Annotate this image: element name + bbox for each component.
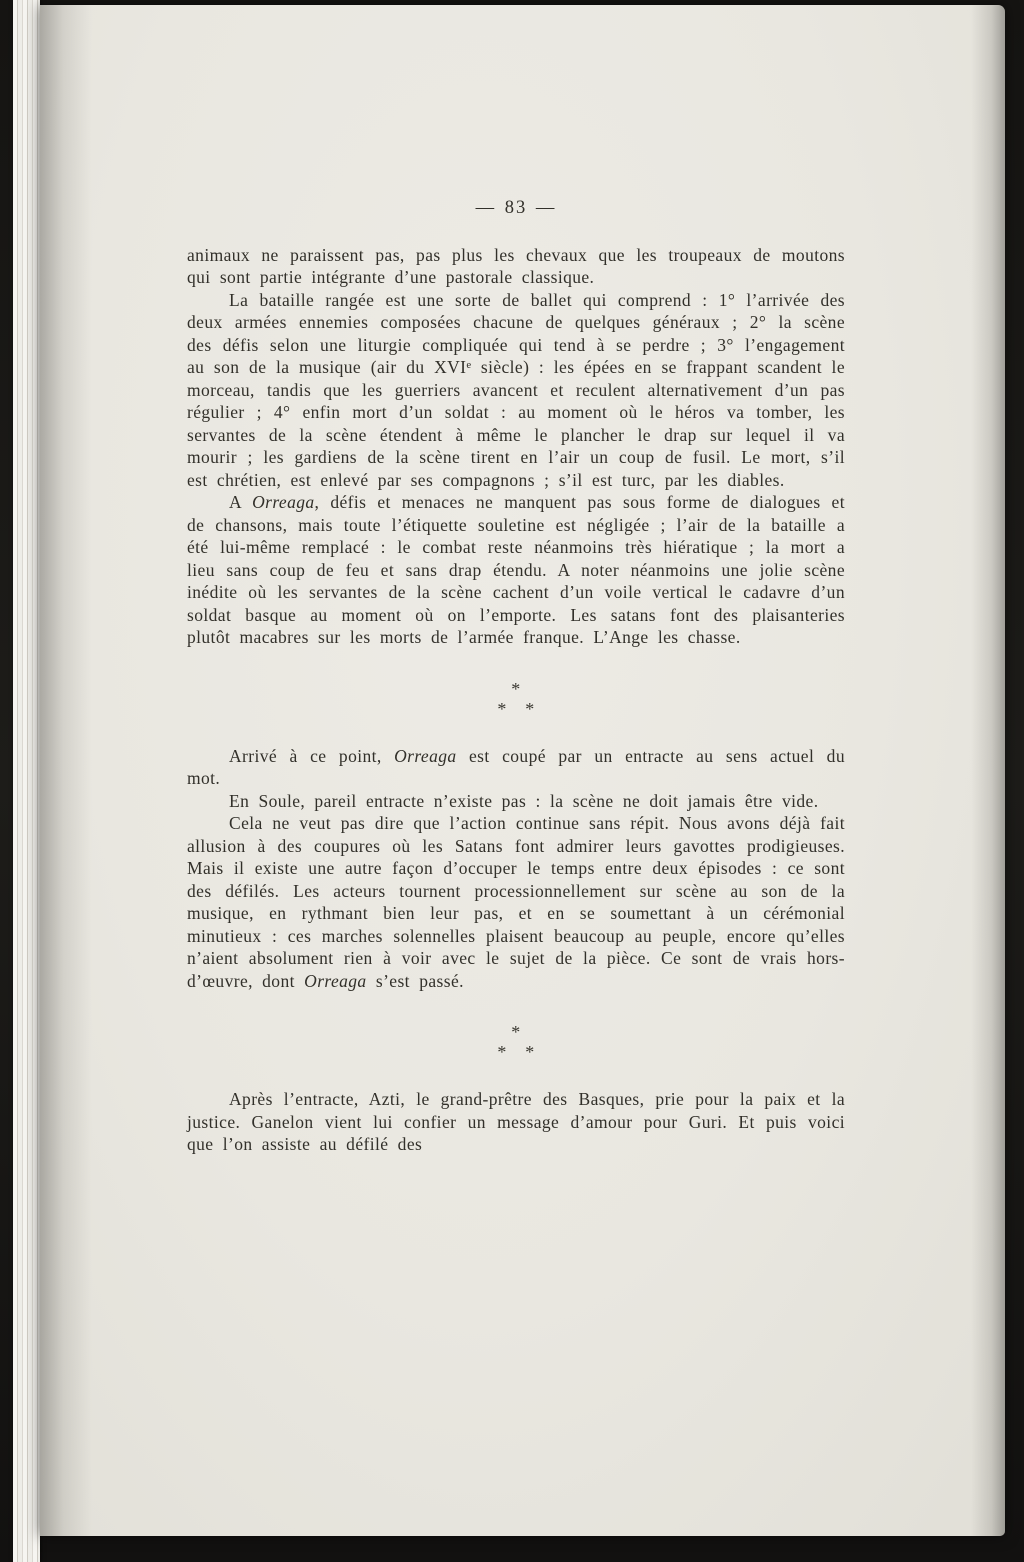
separator-asterisk-top: * [511, 678, 521, 699]
book-page-edges [13, 0, 40, 1562]
paragraph: A Orreaga, défis et menaces ne manquent pas sous forme de dialogues et de chansons, mais toute l’étiquette souletine est négligée ; l’air de la bataille a été lui-même remplacé : le combat reste néanmoins très hiératique ; la mort a lieu sans coup de feu et sans drap étendu. A noter néanmoins une jolie scène inédite où les servantes de la scène cachent d’un voile vertical le cadavre d’un soldat basque au moment où on l’emporte. Les satans font des plaisanteries plutôt macabres sur les morts de l’armée franque. L’Ange les chasse. [187, 492, 845, 647]
page-text [187, 244, 845, 1156]
page-number: — 83 — [475, 198, 557, 218]
section-separator [187, 649, 845, 745]
separator-asterisks-bottom: * * [497, 1042, 535, 1062]
paragraph: Cela ne veut pas dire que l’action continue sans répit. Nous avons déjà fait allusion à des coupures où les Satans font admirer leurs gavottes prodigieuses. Mais il existe une autre façon d’occuper le temps entre deux épisodes : ce sont des défilés. Les acteurs tournent processionnellement sur scène au son de la musique, en rythmant bien leur pas, et en se soumettant à un cérémonial minutieux : ces marches solennelles plaisent beaucoup au peuple, encore qu’elles n’aient absolument rien à voir avec le sujet de la pièce. Ce sont de vrais hors-d’œuvre, dont Orreaga s’est passé. [187, 813, 845, 991]
book-page [40, 5, 1005, 1536]
paragraph: En Soule, pareil entracte n’existe pas : la scène ne doit jamais être vide. [229, 790, 819, 811]
page-text-column [187, 197, 845, 1156]
separator-asterisks-bottom: * * [497, 698, 535, 719]
separator-asterisk-top: * [511, 1022, 521, 1042]
section-separator [187, 992, 845, 1088]
paragraph: La bataille rangée est une sorte de ballet qui comprend : 1° l’arrivée des deux armées ennemies composées chacune de quelques généraux ; 2° la scène des défis selon une liturgie compliquée qui tend à se perdre ; 3° l’engagement au son de la musique (air du XVIe siècle) : les épées en se frappant scandent le morceau, tandis que les guerriers avancent et reculent alternativement d’un pas régulier ; 4° enfin mort d’un soldat : au moment où le héros va tomber, les servantes de la scène étendent à même le plancher le drap sur lequel il va mourir ; les gardiens de la scène tirent en l’air un coup de fusil. Le mort, s’il est chrétien, est enlevé par ses compagnons ; s’il est turc, par les diables. [187, 289, 845, 490]
paragraph: Après l’entracte, Azti, le grand-prêtre des Basques, prie pour la paix et la justice. Ganelon vient lui confier un message d’amour pour Guri. Et puis voici que l’on assiste au défilé des [187, 1089, 845, 1154]
paragraph: Arrivé à ce point, Orreaga est coupé par un entracte au sens actuel du mot. [187, 745, 845, 788]
paragraph: animaux ne paraissent pas, pas plus les chevaux que les troupeaux de moutons qui sont partie intégrante d’une pastorale classique. [187, 244, 845, 287]
